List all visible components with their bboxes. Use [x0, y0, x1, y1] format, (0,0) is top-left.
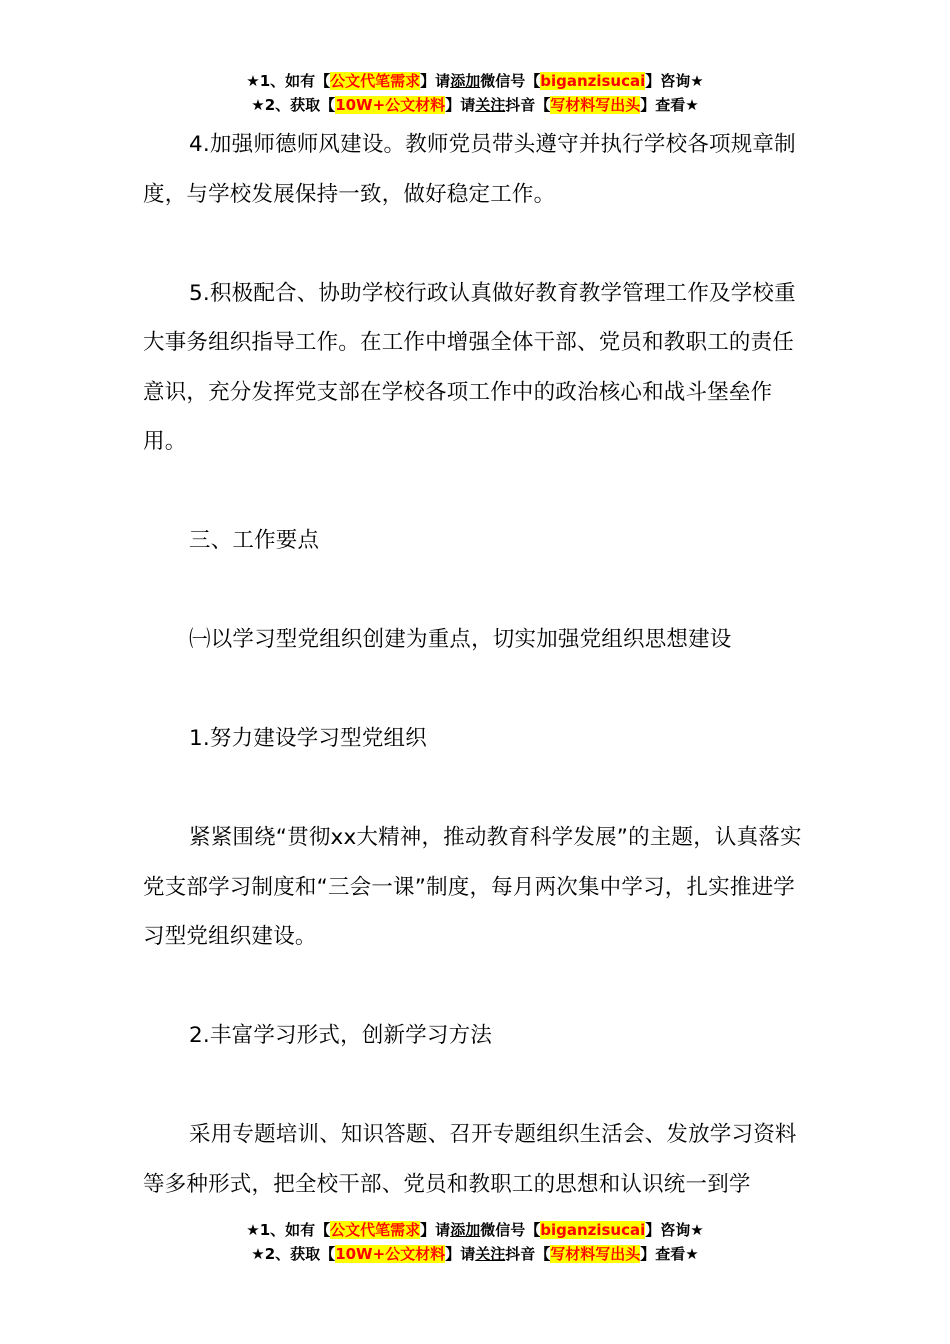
banner-text: ★2、获取【: [251, 96, 336, 114]
banner-underline: 添加: [450, 72, 481, 90]
header-banner-line-1: [0, 69, 950, 93]
banner-highlight: biganzisucai: [540, 1221, 646, 1239]
banner-text: 】查看★: [640, 96, 699, 114]
banner-text: 微信号【: [480, 1221, 541, 1239]
banner-highlight: 公文代笔需求: [330, 1221, 421, 1239]
banner-text: 】咨询★: [645, 72, 704, 90]
banner-underline: 关注: [475, 96, 506, 114]
header-banner-line-2: [0, 93, 950, 117]
banner-text: 】咨询★: [645, 1221, 704, 1239]
footer-banner: [0, 1218, 950, 1266]
paragraph-item-4: 4.加强师德师风建设。教师党员带头遵守并执行学校各项规章制度，与学校发展保持一致，做好稳定工作。: [143, 132, 796, 207]
paragraph-study-system: 紧紧围绕“贯彻xx大精神，推动教育科学发展”的主题，认真落实党支部学习制度和“三会一课”制度，每月两次集中学习，扎实推进学习型党组织建设。: [143, 825, 802, 949]
banner-text: 】查看★: [640, 1245, 699, 1263]
paragraph-study-forms: 采用专题培训、知识答题、召开专题组织生活会、发放学习资料等多种形式，把全校干部、党员和教职工的思想和认识统一到学: [143, 1122, 797, 1197]
banner-text: ★2、获取【: [251, 1245, 336, 1263]
paragraph-item-5: 5.积极配合、协助学校行政认真做好教育教学管理工作及学校重大事务组织指导工作。在工作中增强全体干部、党员和教职工的责任意识，充分发挥党支部在学校各项工作中的政治核心和战斗堡垒作用。: [143, 280, 796, 454]
banner-text: 】请: [445, 1245, 476, 1263]
item-heading-2: 2.丰富学习形式，创新学习方法: [189, 1023, 493, 1048]
banner-text: 微信号【: [480, 72, 541, 90]
banner-highlight: 写材料写出头: [550, 1245, 641, 1263]
banner-text: 抖音【: [505, 1245, 551, 1263]
banner-text: ★1、如有【: [246, 1221, 331, 1239]
banner-highlight: 写材料写出头: [550, 96, 641, 114]
banner-highlight: 10W+公文材料: [335, 96, 446, 114]
banner-text: ★1、如有【: [246, 72, 331, 90]
banner-highlight: 10W+公文材料: [335, 1245, 446, 1263]
banner-text: 】请: [420, 1221, 451, 1239]
item-heading-1: 1.努力建设学习型党组织: [189, 726, 427, 751]
banner-highlight: biganzisucai: [540, 72, 646, 90]
banner-text: 】请: [445, 96, 476, 114]
banner-highlight: 公文代笔需求: [330, 72, 421, 90]
subsection-heading: ㈠以学习型党组织创建为重点，切实加强党组织思想建设: [189, 627, 732, 652]
footer-banner-line-2: [0, 1242, 950, 1266]
header-banner: [0, 69, 950, 117]
banner-text: 抖音【: [505, 96, 551, 114]
banner-text: 】请: [420, 72, 451, 90]
banner-underline: 关注: [475, 1245, 506, 1263]
footer-banner-line-1: [0, 1218, 950, 1242]
section-heading: 三、工作要点: [189, 528, 320, 553]
document-body: [143, 120, 808, 1209]
banner-underline: 添加: [450, 1221, 481, 1239]
